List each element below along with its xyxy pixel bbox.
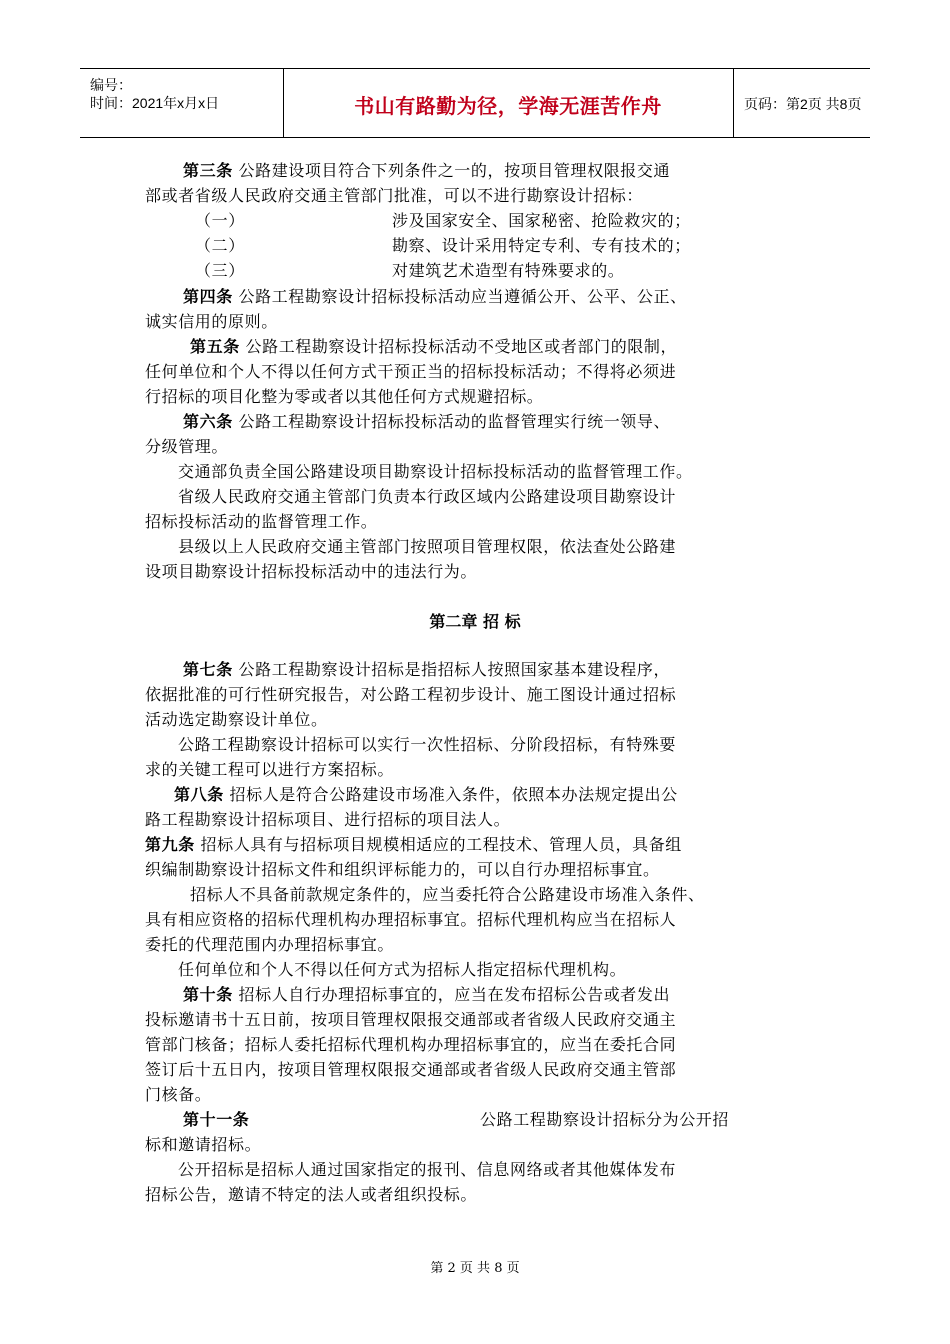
text-line: 标和邀请招标。	[145, 1135, 262, 1154]
text-line: 部或者省级人民政府交通主管部门批准，可以不进行勘察设计招标：	[145, 186, 644, 205]
text-line: 投标邀请书十五日前，按项目管理权限报交通部或者省级人民政府交通主	[145, 1010, 677, 1029]
text-line: 公路工程勘察设计招标分为公开招	[480, 1110, 730, 1129]
text-line: 涉及国家安全、国家秘密、抢险救灾的；	[392, 211, 691, 230]
text-line: 第四条 公路工程勘察设计招标投标活动应当遵循公开、公平、公正、	[183, 287, 687, 306]
header-page-number: 页码：第2页 共8页	[744, 96, 862, 112]
text-line: 管部门核备；招标人委托招标代理机构办理招标事宜的，应当在委托合同	[145, 1035, 677, 1054]
text-line: 门核备。	[145, 1085, 212, 1104]
text-line: （一）	[195, 211, 245, 230]
header-motto-cell	[283, 69, 734, 137]
header-page-cell	[734, 69, 870, 137]
text-line: 省级人民政府交通主管部门负责本行政区域内公路建设项目勘察设计	[178, 487, 677, 506]
text-line: 具有相应资格的招标代理机构办理招标事宜。招标代理机构应当在招标人	[145, 910, 677, 929]
text-line: 县级以上人民政府交通主管部门按照项目管理权限，依法查处公路建	[178, 537, 677, 556]
text-line: 第六条 公路工程勘察设计招标投标活动的监督管理实行统一领导、	[183, 412, 671, 431]
text-line: 活动选定勘察设计单位。	[145, 710, 328, 729]
text-line: 第五条 公路工程勘察设计招标投标活动不受地区或者部门的限制，	[190, 337, 678, 356]
text-line: 招标投标活动的监督管理工作。	[145, 512, 378, 531]
text-line: 招标人不具备前款规定条件的，应当委托符合公路建设市场准入条件、	[190, 885, 705, 904]
document-date-label: 时间：2021年x月x日	[90, 95, 220, 111]
text-line: 任何单位和个人不得以任何方式为招标人指定招标代理机构。	[178, 960, 627, 979]
text-line: 依据批准的可行性研究报告，对公路工程初步设计、施工图设计通过招标	[145, 685, 677, 704]
text-line: 织编制勘察设计招标文件和组织评标能力的，可以自行办理招标事宜。	[145, 860, 660, 879]
text-line: 公路工程勘察设计招标可以实行一次性招标、分阶段招标，有特殊要	[178, 735, 677, 754]
text-line: 路工程勘察设计招标项目、进行招标的项目法人。	[145, 810, 511, 829]
text-line: 勘察、设计采用特定专利、专有技术的；	[392, 236, 691, 255]
text-line: 第七条 公路工程勘察设计招标是指招标人按照国家基本建设程序，	[183, 660, 671, 679]
text-line: （三）	[195, 261, 245, 280]
document-number-label: 编号：	[90, 77, 132, 93]
text-line: 签订后十五日内，按项目管理权限报交通部或者省级人民政府交通主管部	[145, 1060, 677, 1079]
header-info-cell	[80, 69, 284, 137]
text-line: 第十条 招标人自行办理招标事宜的，应当在发布招标公告或者发出	[183, 985, 671, 1004]
text-line: 公开招标是招标人通过国家指定的报刊、信息网络或者其他媒体发布	[178, 1160, 677, 1179]
header-motto: 书山有路勤为径，学海无涯苦作舟	[354, 94, 662, 118]
page-footer: 第 2 页 共 8 页	[430, 1261, 520, 1276]
header-table	[80, 68, 870, 138]
text-line: 第三条 公路建设项目符合下列条件之一的，按项目管理权限报交通	[183, 161, 671, 180]
text-line: 任何单位和个人不得以任何方式干预正当的招标投标活动；不得将必须进	[145, 362, 677, 381]
text-line: 行招标的项目化整为零或者以其他任何方式规避招标。	[145, 387, 544, 406]
text-line: 第十一条	[183, 1110, 250, 1129]
text-line: 设项目勘察设计招标投标活动中的违法行为。	[145, 562, 478, 581]
chapter-title: 第二章 招 标	[429, 612, 521, 631]
text-line: 对建筑艺术造型有特殊要求的。	[392, 261, 625, 280]
text-line: 第九条 招标人具有与招标项目规模相适应的工程技术、管理人员，具备组	[145, 835, 682, 854]
text-line: 求的关键工程可以进行方案招标。	[145, 760, 395, 779]
text-line: （二）	[195, 236, 245, 255]
text-line: 诚实信用的原则。	[145, 312, 278, 331]
text-line: 交通部负责全国公路建设项目勘察设计招标投标活动的监督管理工作。	[178, 462, 693, 481]
text-line: 委托的代理范围内办理招标事宜。	[145, 935, 395, 954]
text-line: 招标公告，邀请不特定的法人或者组织投标。	[145, 1185, 478, 1204]
text-line: 第八条 招标人是符合公路建设市场准入条件，依照本办法规定提出公	[174, 785, 678, 804]
text-line: 分级管理。	[145, 437, 229, 456]
